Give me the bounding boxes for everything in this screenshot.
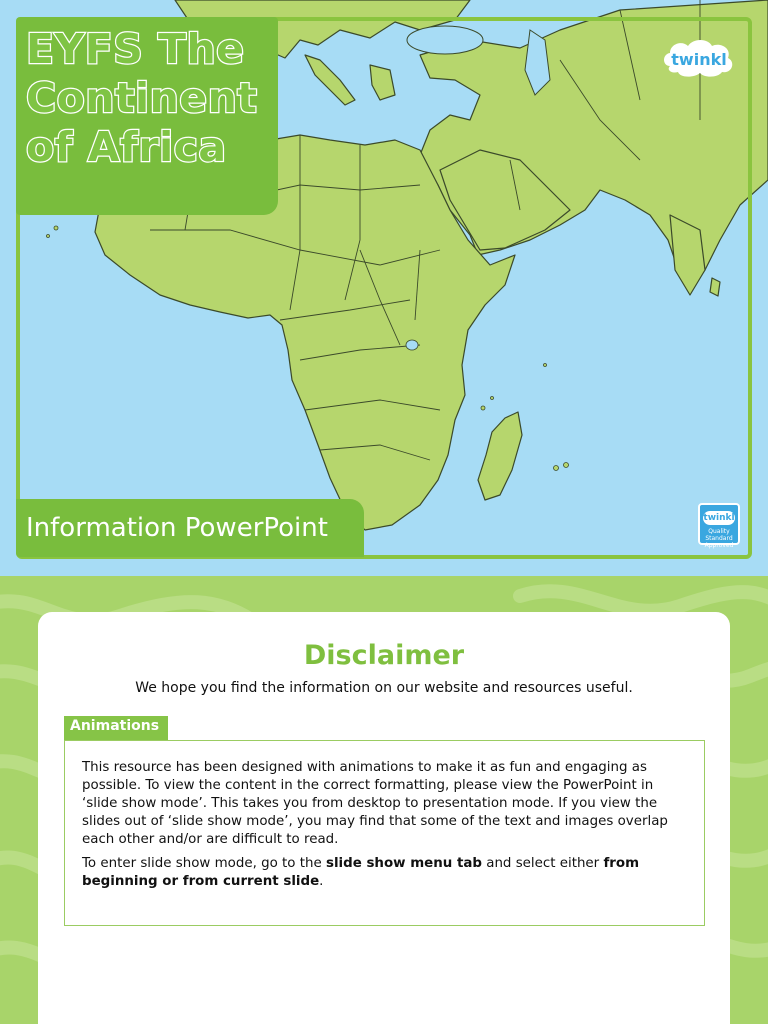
title-line-1: EYFS The: [26, 25, 245, 73]
disclaimer-slide: [0, 576, 768, 1024]
badge-mark: twinkl: [703, 513, 735, 523]
slide-subtitle: Information PowerPoint: [26, 513, 328, 543]
disclaimer-intro: We hope you find the information on our website and resources useful.: [135, 680, 633, 696]
from-beginning-text: from beginning or from current slide: [82, 856, 640, 889]
animations-tab-label: Animations: [64, 716, 168, 740]
twinkl-logo-text: twinkl: [671, 50, 727, 69]
disclaimer-heading: Disclaimer: [303, 640, 465, 671]
paragraph-2-mid: and select either: [481, 856, 604, 871]
subtitle-panel: [16, 499, 364, 557]
paragraph-2-suffix: .: [319, 874, 324, 889]
animations-content-box: [64, 740, 705, 926]
twinkl-logo-icon: [660, 36, 738, 80]
slide-title: [26, 25, 278, 172]
title-line-3: of Africa: [26, 123, 227, 171]
title-line-2: Continent: [26, 74, 258, 122]
animations-paragraph-2: [82, 855, 686, 891]
title-panel: [16, 17, 278, 215]
animations-paragraph-1: This resource has been designed with animations to make it as fun and engaging as possible. To view the content in the correct formatting, please view the PowerPoint in ‘slide show mode’. This takes you from desktop to presentation mode. If you view the slides out of ‘slide show mode’, you may find that some of the text and images overlap each other and/or are difficult to read.: [82, 760, 668, 847]
paragraph-2-prefix: To enter slide show mode, go to the: [82, 856, 326, 871]
quality-badge: [698, 503, 740, 549]
badge-text: Quality Standard Approved: [704, 528, 734, 549]
disclaimer-card: [38, 612, 730, 1024]
slide-show-menu-tab-text: slide show menu tab: [325, 856, 482, 871]
